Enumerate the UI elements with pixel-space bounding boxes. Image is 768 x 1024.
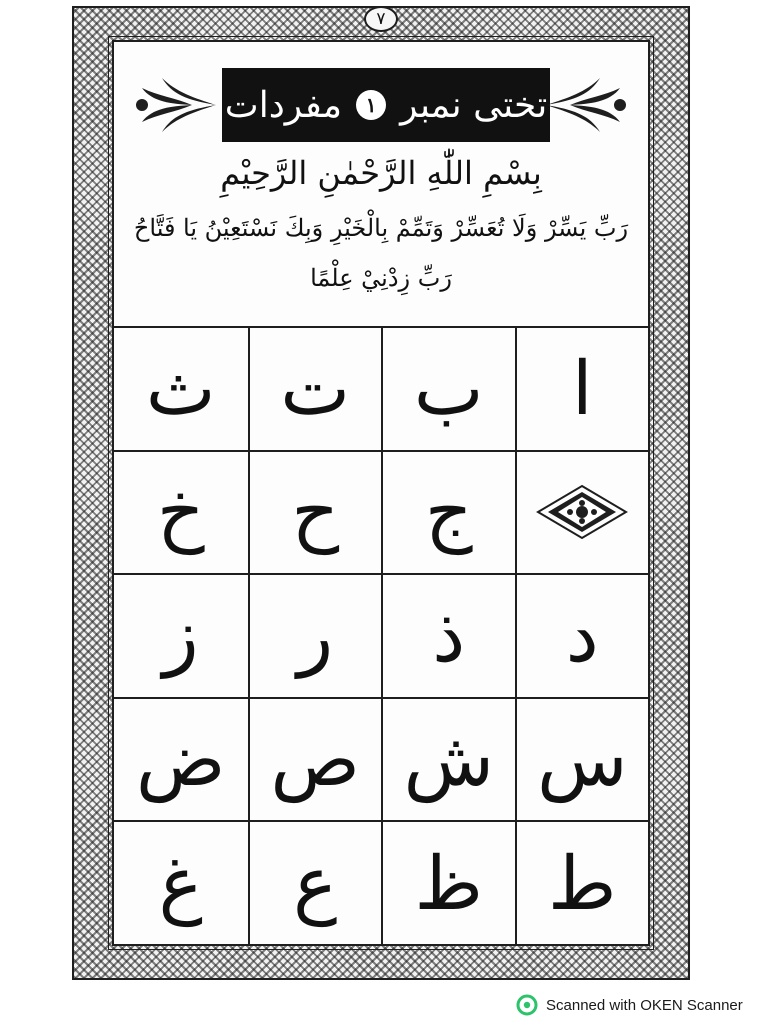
letter-cell: غ (158, 841, 203, 928)
letter-cell: ث (114, 328, 248, 452)
letter-cell: س (515, 699, 649, 823)
title-text-right: تختی نمبر (400, 84, 548, 126)
letter-cell: ز (114, 575, 248, 699)
scanner-label: Scanned with OKEN Scanner (546, 996, 743, 1014)
letter-cell: خ (114, 452, 248, 576)
letter-cell: ص (248, 699, 382, 823)
letter-cell: ع (248, 822, 382, 946)
letter-cell: ط (515, 822, 649, 946)
basmala: بِسْمِ اللّٰهِ الرَّحْمٰنِ الرَّحِيْمِ (220, 154, 542, 192)
letter-cell: ت (248, 328, 382, 452)
scanner-logo-icon (516, 994, 538, 1016)
letter-cell: ظ (381, 822, 515, 946)
letter-cell: د (515, 575, 649, 699)
page-frame (72, 6, 690, 980)
diamond-ornament-icon (536, 484, 628, 540)
letter-cell: ش (381, 699, 515, 823)
page-number: ٧ (364, 6, 398, 32)
letter-cell: ح (248, 452, 382, 576)
inner-panel (112, 40, 650, 946)
title-text-left: مفردات (224, 84, 343, 126)
letter-cell: ا (515, 328, 649, 452)
scanner-badge (516, 994, 743, 1016)
left-flourish-icon (132, 68, 218, 142)
title-number: ١ (356, 90, 386, 120)
letter-cell: ض (114, 699, 248, 823)
title-banner (222, 68, 550, 142)
dua-line-1: رَبِّ يَسِّرْ وَلَا تُعَسِّرْ وَتَمِّمْ بِالْخَيْرِ وَبِكَ نَسْتَعِيْنُ يَا فَتَّاحُ (133, 214, 629, 242)
letter-cell: ذ (381, 575, 515, 699)
letter-cell: ب (381, 328, 515, 452)
right-flourish-icon (544, 68, 630, 142)
dua-line-2: رَبِّ زِدْنِيْ عِلْمًا (310, 264, 452, 292)
ornament-cell (515, 452, 649, 576)
letter-cell: ر (248, 575, 382, 699)
letter-grid (114, 326, 648, 946)
letter-cell: ج (381, 452, 515, 576)
